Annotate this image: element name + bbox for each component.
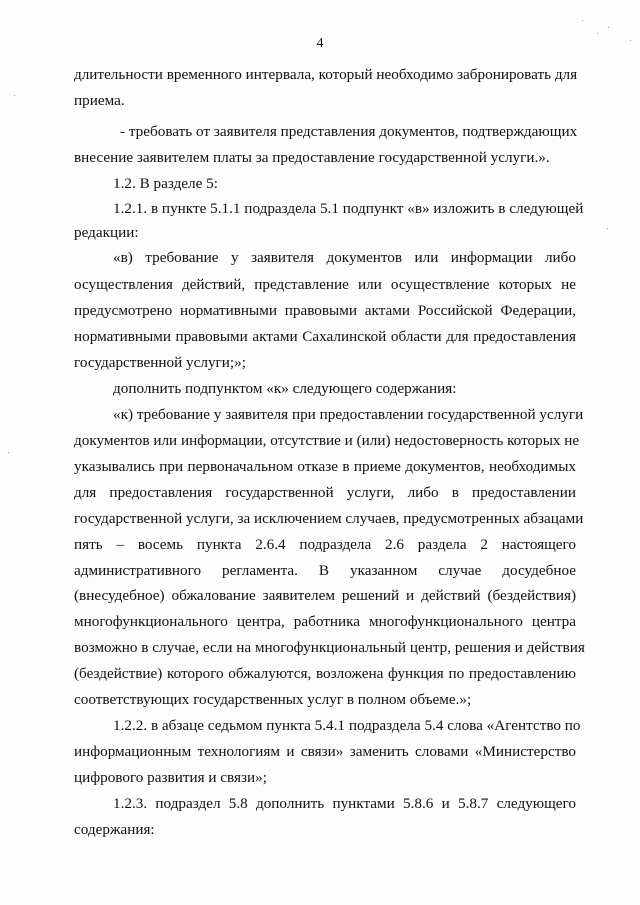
text-line: многофункционального центра, работника многофункционального центра <box>74 613 576 630</box>
text-line: «в) требование у заявителя документов или информации либо <box>113 249 576 266</box>
text-line: государственной услуги;»; <box>74 354 246 371</box>
text-line: длительности временного интервала, который необходимо забронировать для <box>74 66 578 83</box>
text-line: (бездействие) которого обжалуются, возложена функция по предоставлению <box>74 665 576 682</box>
text-line: возможно в случае, если на многофункциональный центр, решения и действия <box>74 639 585 656</box>
text-line: приема. <box>74 92 125 109</box>
text-line: - требовать от заявителя представления документов, подтверждающих <box>120 123 578 140</box>
text-line: для предоставления государственной услуги, либо в предоставлении <box>74 484 576 501</box>
text-line: дополнить подпунктом «к» следующего содержания: <box>113 380 457 397</box>
text-line: осуществления действий, представление или осуществление которых не <box>74 276 576 293</box>
text-line: государственной услуги, за исключением случаев, предусмотренных абзацами <box>74 510 584 527</box>
scan-speck <box>14 95 15 96</box>
text-line: документов или информации, отсутствие и (или) недостоверность которых не <box>74 432 580 449</box>
scan-speck <box>630 40 631 41</box>
text-line: внесение заявителем платы за предоставление государственной услуги.». <box>74 149 550 166</box>
text-line: 1.2.2. в абзаце седьмом пункта 5.4.1 подраздела 5.4 слова «Агентство по <box>113 717 581 734</box>
text-line: информационным технологиям и связи» заменить словами «Министерство <box>74 743 576 760</box>
page-number: 4 <box>316 36 324 51</box>
text-line: пять – восемь пункта 2.6.4 подраздела 2.6 раздела 2 настоящего <box>74 536 576 553</box>
text-line: предусмотрено нормативными правовыми актами Российской Федерации, <box>74 302 576 319</box>
text-line: 1.2. В разделе 5: <box>113 175 218 192</box>
text-line: редакции: <box>74 224 139 241</box>
text-line: указывались при первоначальном отказе в приеме документов, необходимых <box>74 458 576 475</box>
text-line: 1.2.1. в пункте 5.1.1 подраздела 5.1 подпункт «в» изложить в следующей <box>113 200 584 217</box>
scan-speck <box>597 33 598 34</box>
scan-speck <box>8 452 9 453</box>
text-line: содержания: <box>74 821 155 838</box>
text-line: цифрового развития и связи»; <box>74 769 267 786</box>
text-line: административного регламента. В указанном случае досудебное <box>74 562 576 579</box>
text-line: нормативными правовыми актами Сахалинской области для предоставления <box>74 328 576 345</box>
scan-speck <box>608 27 609 28</box>
text-line: 1.2.3. подраздел 5.8 дополнить пунктами 5.8.6 и 5.8.7 следующего <box>113 795 576 812</box>
text-line: (внесудебное) обжалование заявителем решений и действий (бездействия) <box>74 587 576 604</box>
text-line: «к) требование у заявителя при предоставлении государственной услуги <box>113 406 584 423</box>
scan-speck <box>607 228 608 229</box>
text-line: соответствующих государственных услуг в полном объеме.»; <box>74 691 472 708</box>
scan-speck <box>582 20 583 21</box>
